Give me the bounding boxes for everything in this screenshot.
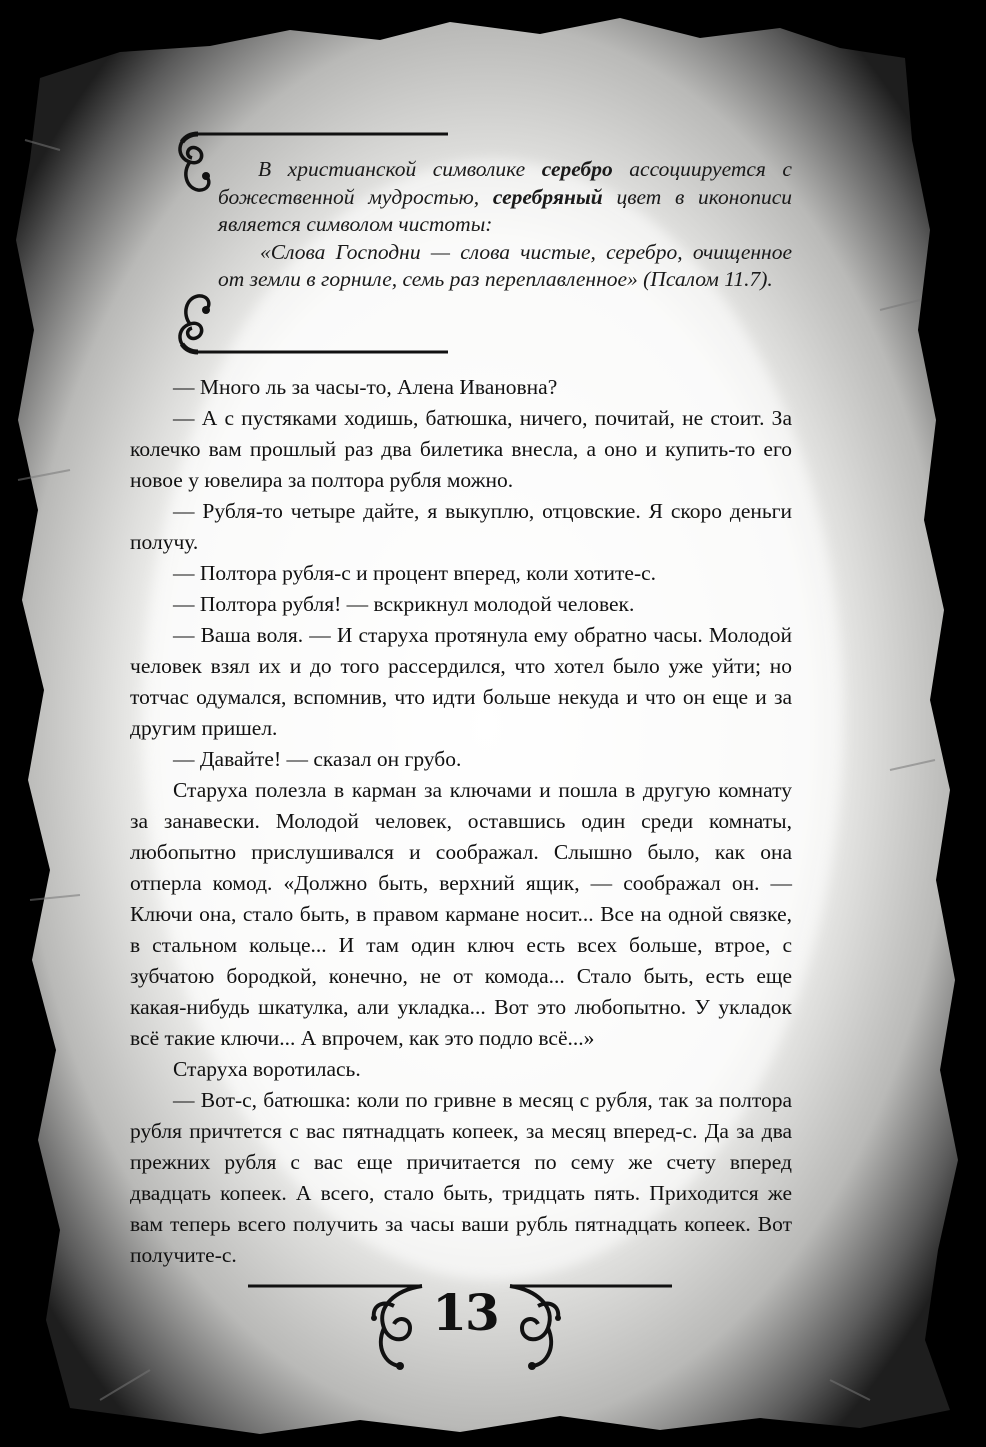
paragraph: Старуха полезла в карман за ключами и пошла в другую комнату за занавески. Молодой человек, оставшись один среди комнаты, любопытно прислушивался и соображал. Слышно было, как она отперла комод. «Должно быть, верхний ящик, — соображал он. — Ключи она, стало быть, в правом кармане носит... Все на одной связке, в стальном кольце... И там один ключ есть всех больше, втрое, с зубчатою бородкой, конечно, не от комода... Стало быть, есть еще какая-нибудь шкатулка, али укладка... Вот это любопытно. У укладок всё такие ключи... А впрочем, как это подло всё...» — [130, 778, 792, 1050]
callout-bottom-flourish-icon — [172, 292, 452, 358]
callout-term-serebryany: серебряный — [492, 184, 603, 209]
callout-paragraph-2: «Слова Господни — слова чистые, серебро, очищенное от земли в горниле, семь раз переплавленное» (Псалом 11.7). — [218, 239, 792, 292]
page-number: 13 — [432, 1283, 498, 1342]
paragraph: — Давайте! — сказал он грубо. — [173, 747, 462, 771]
paragraph: — Ваша воля. — И старуха протянула ему обратно часы. Молодой человек взял их и до того рассердился, что хотел было уже уйти; но тотчас одумался, вспомнив, что идти больше некуда и что он еще и за другим пришел. — [130, 623, 792, 740]
paragraph: — Полтора рубля-с и процент вперед, коли хотите-с. — [173, 561, 657, 585]
callout-text-a: В христианской символике — [258, 157, 542, 181]
callout-box — [218, 156, 792, 294]
paragraph: — Много ль за часы-то, Алена Ивановна? — [173, 375, 558, 399]
paragraph: — Рубля-то четыре дайте, я выкуплю, отцовские. Я скоро деньги получу. — [130, 499, 792, 554]
paragraph: — Полтора рубля! — вскрикнул молодой человек. — [173, 592, 635, 616]
footer-left-flourish-icon — [246, 1276, 426, 1372]
callout-term-serebro: серебро — [541, 157, 613, 181]
callout-paragraph-1 — [218, 156, 792, 239]
paragraph: — А с пустяками ходишь, батюшка, ничего, почитай, не стоит. За колечко вам прошлый раз два билетика внесла, а оно и купить-то его новое у ювелира за полтора рубля можно. — [130, 406, 792, 492]
paragraph: Старуха воротилась. — [173, 1057, 361, 1081]
callout-text-d: цвет в иконописи является символом чистоты: — [218, 184, 792, 237]
main-text — [130, 372, 792, 1271]
callout-text-c: ассоциируется с божественной мудростью, — [218, 157, 792, 209]
paragraph: — Вот-с, батюшка: коли по гривне в месяц с рубля, так за полтора рубля причтется с вас пятнадцать копеек, за месяц вперед-с. Да за два прежних рубля с вас еще причитается по сему же счету вперед двадцать копеек. А всего, стало быть, тридцать пять. Приходится же вам теперь всего получить за часы ваши рубль пятнадцать копеек. Вот получите-с. — [130, 1088, 792, 1267]
footer-right-flourish-icon — [506, 1276, 686, 1372]
